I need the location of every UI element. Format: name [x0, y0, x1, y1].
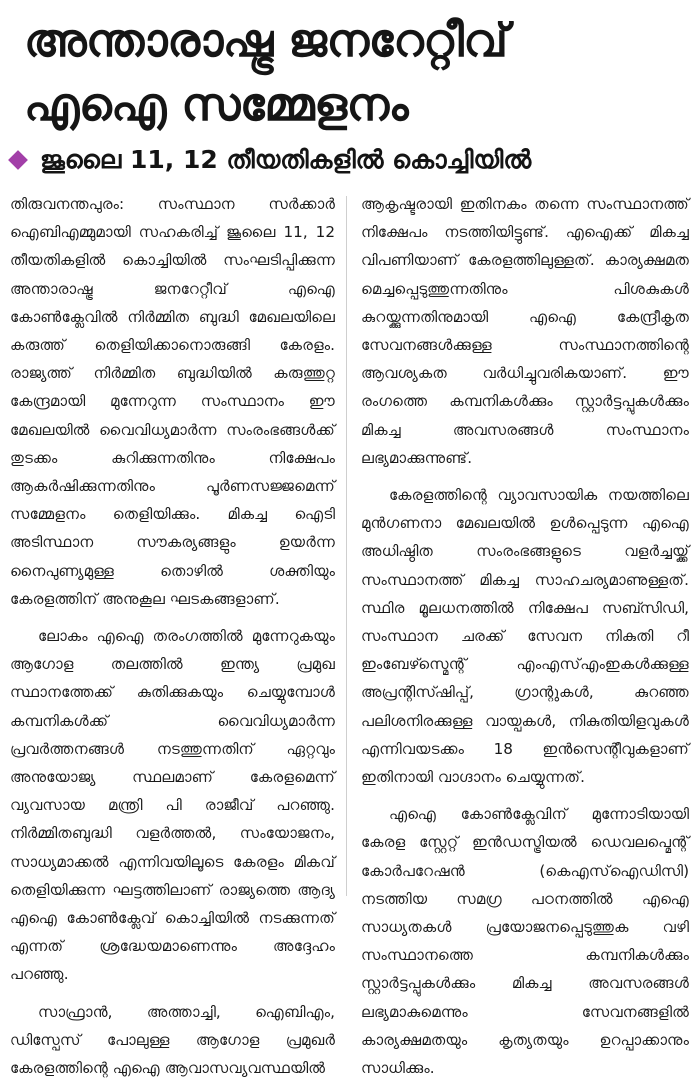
paragraph: എഐ കോൺക്ലേവിന് മുന്നോടിയായി കേരള സ്റ്റേറ്റ് ഇൻഡസ്ട്രിയൽ ഡെവലപ്മെന്റ് കോർപറേഷൻ (കെഎസ്ഐഡിസി) നടത്തിയ സമഗ്ര പഠനത്തിൽ എഐ സാധ്യതകൾ പ്രയോജനപ്പെടുത്തുക വഴി സംസ്ഥാനത്തെ കമ്പനികൾക്കും സ്റ്റാർട്ടപ്പുകൾക്കും മികച്ച അവസരങ്ങൾ ലഭ്യമാകുമെന്നും സേവനങ്ങളിൽ കാര്യക്ഷമതയും കൃത്യതയും ഉറപ്പാക്കാനും സാധിക്കും.: [361, 805, 689, 1078]
headline-line-1: അന്താരാഷ്ട്ര ജനറേറ്റീവ്: [24, 13, 508, 67]
right-column: [361, 190, 689, 1078]
subheadline-text: ജൂലൈ 11, 12 തീയതികളിൽ കൊച്ചിയിൽ: [40, 145, 532, 174]
paragraph: കേരളത്തിന്റെ വ്യാവസായിക നയത്തിലെ മുൻഗണനാ മേഖലയിൽ ഉൾപ്പെടുന്ന എഐ അധിഷ്ഠിത സംരംഭങ്ങളുടെ വളർച്ചയ്ക്ക് സംസ്ഥാനത്ത് മികച്ച സാഹചര്യമാണുള്ളത്. സ്ഥിര മൂലധനത്തിൽ നിക്ഷേപ സബ്സിഡി, സംസ്ഥാന ചരക്ക് സേവന നികുതി റീ ഇംബേഴ്സ്മെന്റ് എംഎസ്എംഇകൾക്കുള്ള അപ്രന്റിസ്ഷിപ്പ്, ഗ്രാന്റുകൾ, കുറഞ്ഞ പലിശനിരക്കുള്ള വായ്പകൾ, നികുതിയിളവുകൾ എന്നിവയടക്കം 18 ഇൻസെന്റീവുകളാണ് ഇതിനായി വാഗ്ദാനം ചെയ്യുന്നത്.: [361, 486, 689, 787]
paragraph: ലോകം എഐ തരംഗത്തിൽ മുന്നേറുകയും ആഗോള തലത്തിൽ ഇന്ത്യ പ്രമുഖ സ്ഥാനത്തേക്ക് കുതിക്കുകയും ചെയ്യുമ്പോൾ കമ്പനികൾക്ക് വൈവിധ്യമാർന്ന പ്രവർത്തനങ്ങൾ നടത്തുന്നതിന് ഏറ്റവും അനുയോജ്യ സ്ഥലമാണ് കേരളമെന്ന് വ്യവസായ മന്ത്രി പി രാജീവ് പറഞ്ഞു. നിർമ്മിതബുദ്ധി വളർത്തൽ, സംയോജനം, സാധ്യമാക്കൽ എന്നിവയിലൂടെ കേരളം മികവ് തെളിയിക്കുന്ന ഘട്ടത്തിലാണ് രാജ്യത്തെ ആദ്യ എഐ കോൺക്ലേവ് കൊച്ചിയിൽ നടക്കുന്നത് എന്നത് ശ്രദ്ധേയമാണെന്നും അദ്ദേഹം പറഞ്ഞു.: [10, 627, 335, 984]
left-column: [10, 190, 335, 1078]
paragraph: തിരുവനന്തപുരം: സംസ്ഥാന സർക്കാർ ഐബിഎമ്മുമായി സഹകരിച്ച് ജൂലൈ 11, 12 തീയതികളിൽ കൊച്ചിയിൽ സംഘടിപ്പിക്കുന്ന അന്താരാഷ്ട്ര ജനറേറ്റീവ് എഐ കോൺക്ലേവിൽ നിർമ്മിത ബുദ്ധി മേഖലയിലെ കരുത്ത് തെളിയിക്കാനൊരുങ്ങി കേരളം. രാജ്യത്ത് നിർമ്മിത ബുദ്ധിയിൽ കരുത്തുറ്റ കേന്ദ്രമായി മുന്നേറുന്ന സംസ്ഥാനം ഈ മേഖലയിൽ വൈവിധ്യമാർന്ന സംരംഭങ്ങൾക്ക് തുടക്കം കുറിക്കുന്നതിനും നിക്ഷേപം ആകർഷിക്കുന്നതിനും പൂർണസജ്ജമെന്ന് സമ്മേളനം തെളിയിക്കും. മികച്ച ഐടി അടിസ്ഥാന സൗകര്യങ്ങളും ഉയർന്ന നൈപുണ്യമുള്ള തൊഴിൽ ശക്തിയും കേരളത്തിന് അനുകൂല ഘടകങ്ങളാണ്.: [10, 195, 335, 608]
column-divider: [346, 196, 347, 896]
paragraph: ആകൃഷ്ടരായി ഇതിനകം തന്നെ സംസ്ഥാനത്ത് നിക്ഷേപം നടത്തിയിട്ടുണ്ട്. എഐക്ക് മികച്ച വിപണിയാണ് കേരളത്തിലുള്ളത്. കാര്യക്ഷമത മെച്ചപ്പെടുത്തുന്നതിനും പിശകുകൾ കുറയ്ക്കുന്നതിനുമായി എഐ കേന്ദ്രീകൃത സേവനങ്ങൾക്കുള്ള സംസ്ഥാനത്തിന്റെ ആവശ്യകത വർധിച്ചുവരികയാണ്. ഈ രംഗത്തെ കമ്പനികൾക്കും സ്റ്റാർട്ടപ്പുകൾക്കും മികച്ച അവസരങ്ങൾ സംസ്ഥാനം ലഭ്യമാക്കുന്നുണ്ട്.: [361, 195, 689, 467]
subheadline: [8, 142, 531, 178]
paragraph: സാഫ്രാൻ, അത്താച്ചി, ഐബിഎം, ഡിസ്പേസ് പോലുള്ള ആഗോള പ്രമുഖർ കേരളത്തിന്റെ എഐ ആവാസവ്യവസ്ഥയിൽ: [10, 1002, 335, 1078]
headline: [24, 8, 684, 136]
diamond-bullet-icon: [8, 150, 28, 170]
headline-line-2: എഐ സമ്മേളനം: [24, 77, 409, 131]
